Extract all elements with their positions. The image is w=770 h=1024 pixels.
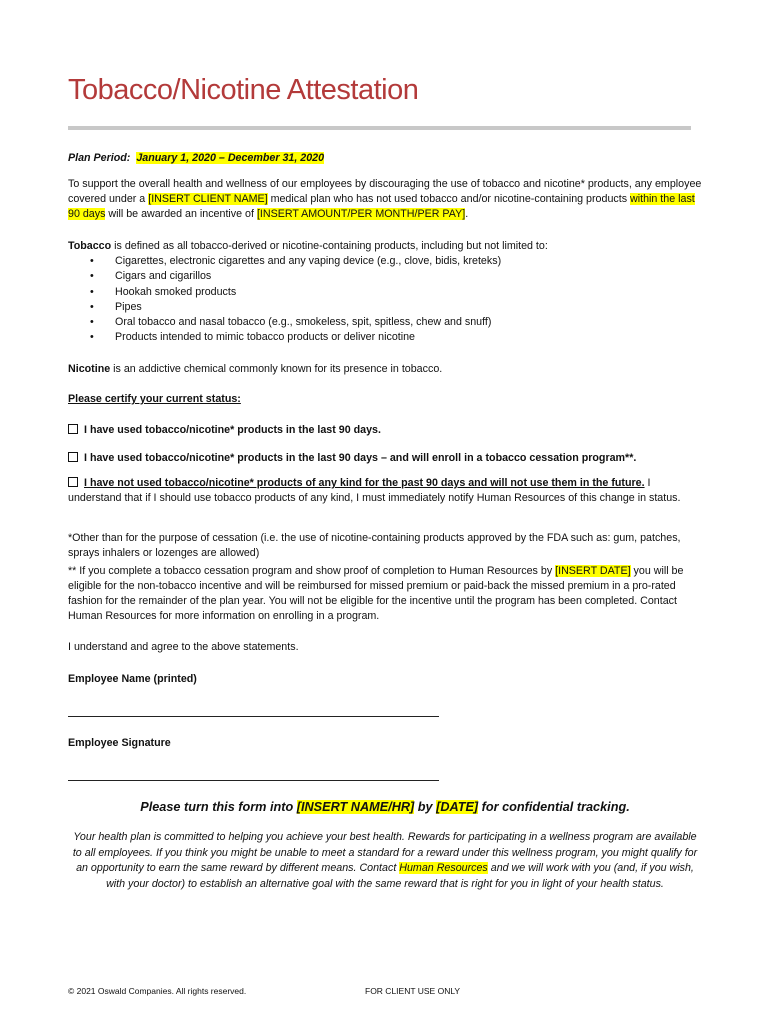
footnote-cessation-text-2: you will be eligible for the non-tobacco incentive and will be reimbursed for missed premium or paid-back the missed premium in a pro-rated fashion for the remainder of the plan year. You will not be eligible for the incentive until the program has been completed. Contact Human Resources for more information on enrolling in a program.	[68, 565, 684, 622]
ninety-days-highlight: within the last 90 days	[68, 193, 695, 220]
wellness-notice-text-1: Your health plan is committed to helping you achieve your best health. Rewards for participating in a wellness program are available to all employees. If you think you might be unable to meet a standard for a reward under this wellness program, you might qualify for an opportunity to earn the same reward by different means. Contact	[72, 831, 698, 874]
option-used-will-enroll[interactable]	[68, 451, 704, 466]
client-name-placeholder: [INSERT CLIENT NAME]	[148, 193, 268, 205]
list-item: • Oral tobacco and nasal tobacco (e.g., smokeless, spit, spitless, chew and snuff)	[68, 315, 501, 330]
tobacco-definition	[68, 239, 704, 254]
client-use-only: FOR CLIENT USE ONLY	[365, 986, 461, 996]
footnote-cessation	[68, 564, 704, 624]
tobacco-list	[68, 254, 501, 346]
human-resources-highlight: Human Resources	[399, 862, 488, 874]
nicotine-definition-text: is an addictive chemical commonly known for its presence in tobacco.	[110, 363, 443, 375]
copyright: © 2021 Oswald Companies. All rights reserved.	[68, 986, 247, 996]
list-item: • Products intended to mimic tobacco products or deliver nicotine	[68, 330, 501, 345]
employee-signature-line[interactable]	[68, 780, 439, 781]
tobacco-definition-text: is defined as all tobacco-derived or nicotine-containing products, including but not limited to:	[111, 240, 548, 252]
checkbox-used[interactable]	[68, 424, 78, 434]
list-item: • Cigarettes, electronic cigarettes and any vaping device (e.g., clove, bidis, kreteks)	[68, 254, 501, 269]
intro-text-4: .	[465, 208, 469, 220]
option-not-used-label: I have not used tobacco/nicotine* products of any kind for the past 90 days and will not use them in the future.	[84, 477, 645, 489]
nicotine-definition	[68, 362, 704, 377]
title-divider	[68, 126, 691, 130]
footnote-cessation-text-1: ** If you complete a tobacco cessation program and show proof of completion to Human Resources by	[68, 565, 556, 577]
nicotine-term: Nicotine	[68, 363, 111, 375]
intro-text-2: medical plan who has not used tobacco and/or nicotine-containing products	[267, 193, 631, 205]
option-not-used-note: I understand that if I should use tobacco products of any kind, I must immediately notify Human Resources of this change in status.	[68, 477, 681, 504]
list-item: • Cigars and cigarillos	[68, 269, 501, 284]
checkbox-not-used[interactable]	[68, 477, 78, 487]
wellness-notice	[70, 830, 700, 892]
intro-text-3: will be awarded an incentive of	[105, 208, 257, 220]
turn-in-text-3: for confidential tracking.	[478, 800, 630, 814]
certify-heading: Please certify your current status:	[68, 393, 241, 405]
tobacco-term: Tobacco	[68, 240, 112, 252]
plan-period	[68, 151, 704, 166]
date-placeholder: [INSERT DATE]	[555, 565, 631, 577]
intro-paragraph	[68, 177, 704, 222]
turn-in-text-1: Please turn this form into	[140, 800, 297, 814]
intro-text-1: To support the overall health and wellness of our employees by discouraging the use of tobacco and nicotine* products, any employee covered under a	[68, 178, 702, 205]
name-hr-placeholder: [INSERT NAME/HR]	[296, 800, 415, 814]
option-used-tobacco[interactable]	[68, 423, 704, 438]
wellness-notice-text-2: and we will work with you (and, if you wish, with your doctor) to establish an alternative goal with the same reward that is right for you in light of your health status.	[106, 862, 694, 890]
footnote-other-than: *Other than for the purpose of cessation (i.e. the use of nicotine-containing products approved by the FDA such as: gum, patches, sprays inhalers or lozenges are allowed)	[68, 532, 681, 559]
turn-in-instruction	[60, 799, 710, 816]
plan-period-label: Plan Period:	[68, 152, 131, 164]
turn-in-text-2: by	[414, 800, 437, 814]
option-not-used[interactable]	[68, 476, 704, 506]
page-title: Tobacco/Nicotine Attestation	[68, 74, 419, 106]
list-item: • Pipes	[68, 300, 501, 315]
turn-in-date-placeholder: [DATE]	[436, 800, 479, 814]
employee-name-line[interactable]	[68, 716, 439, 717]
option-enroll-label: I have used tobacco/nicotine* products in the last 90 days – and will enroll in a tobacco cessation program**.	[84, 452, 637, 464]
list-item: • Hookah smoked products	[68, 285, 501, 300]
plan-period-value: January 1, 2020 – December 31, 2020	[136, 152, 325, 164]
option-used-label: I have used tobacco/nicotine* products in the last 90 days.	[84, 424, 381, 436]
agreement-statement: I understand and agree to the above statements.	[68, 641, 299, 653]
checkbox-enroll[interactable]	[68, 452, 78, 462]
amount-placeholder: [INSERT AMOUNT/PER MONTH/PER PAY]	[256, 208, 466, 220]
employee-name-label: Employee Name (printed)	[68, 673, 197, 685]
employee-signature-label: Employee Signature	[68, 737, 171, 749]
